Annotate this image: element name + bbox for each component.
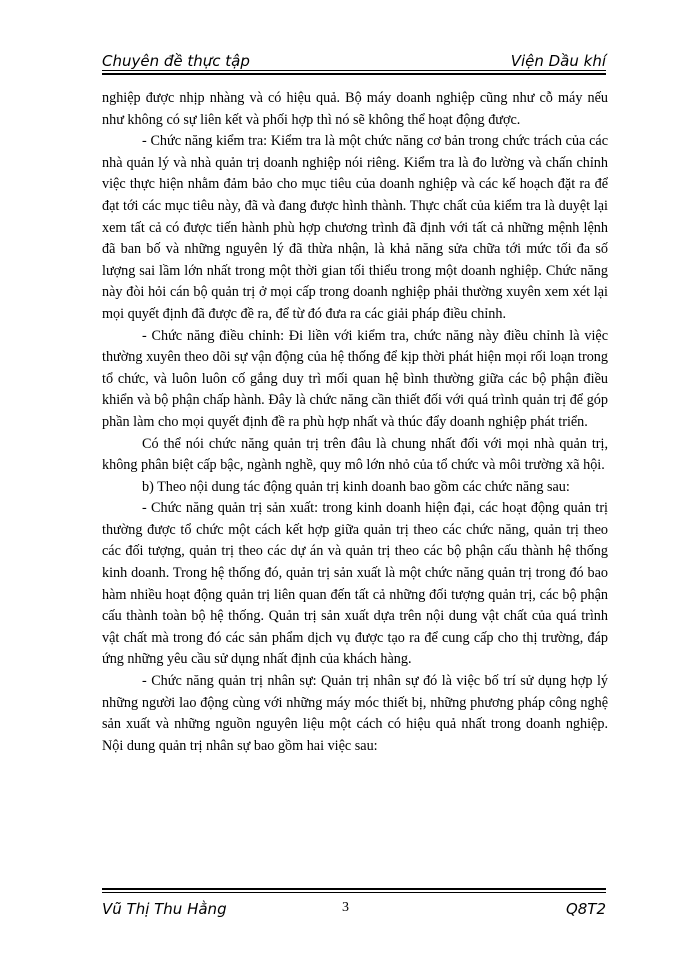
footer-rule-top (102, 888, 606, 890)
footer-class-code: Q8T2 (565, 900, 606, 918)
page-number: 3 (342, 900, 349, 915)
header-rule-top (102, 70, 606, 71)
footer-rule-bottom (102, 892, 606, 893)
paragraph-summary: Có thể nói chức năng quản trị trên đâu là chung nhất đối với mọi nhà quản trị, không phân biệt cấp bậc, ngành nghề, quy mô lớn nhỏ của tổ chức và môi trường xã hội. (102, 435, 608, 474)
paragraph-control-function: - Chức năng kiểm tra: Kiểm tra là một chức năng cơ bản trong chức trách của các nhà quản lý và nhà quản trị doanh nghiệp nói riêng. Kiểm tra là đo lường và chấn chỉnh việc thực hiện nhằm đảm bảo cho mục tiêu của doanh nghiệp và các kế hoạch đặt ra để đạt tới các mục tiêu này, đã và đang được hình thành. Thực chất của kiểm tra là duyệt lại xem tất cả có được tiến hành phù hợp chương trình đã định với tất cả những mệnh lệnh đã ban bố và những nguyên lý đã thừa nhận, là khả năng sửa chữa tới mức tối đa số lượng sai lầm lớn nhất trong một thời gian tối thiểu trong một doanh nghiệp. Chức năng này đòi hỏi cán bộ quản trị ở mọi cấp trong doanh nghiệp phải thường xuyên xem xét lại mọi quyết định đã được đề ra, để từ đó đưa ra các giải pháp điều chỉnh. (102, 133, 608, 322)
header-organization: Viện Dầu khí (510, 52, 606, 70)
page-footer (102, 900, 606, 922)
paragraph-continuation: nghiệp được nhịp nhàng và có hiệu quả. Bộ máy doanh nghiệp cũng như cỗ máy nếu như không có sự liên kết và phối hợp thì nó sẽ không thể hoạt động được. (102, 90, 608, 128)
page-header (102, 46, 606, 70)
header-title: Chuyên đề thực tập (102, 52, 250, 70)
header-rule-bottom (102, 73, 606, 75)
paragraph-adjustment-function: - Chức năng điều chỉnh: Đi liền với kiểm tra, chức năng này điều chỉnh là việc thường xuyên theo dõi sự vận động của hệ thống để kịp thời phát hiện mọi rối loạn trong tổ chức, và luôn luôn cố gắng duy trì mối quan hệ bình thường giữa các bộ phận điều khiển và bộ phận chấp hành. Đây là chức năng cần thiết đối với quá trình quản trị để góp phần làm cho mọi quyết định đề ra phù hợp nhất và thúc đẩy doanh nghiệp phát triển. (102, 327, 608, 430)
footer-author: Vũ Thị Thu Hằng (102, 900, 227, 918)
paragraph-hr-management: - Chức năng quản trị nhân sự: Quản trị nhân sự đó là việc bố trí sử dụng hợp lý những người lao động cùng với những máy móc thiết bị, những phương pháp công nghệ sản xuất và những nguồn nguyên liệu một cách có hiệu quả nhất trong doanh nghiệp. Nội dung quản trị nhân sự bao gồm hai việc sau: (102, 673, 608, 754)
paragraph-section-b: b) Theo nội dung tác động quản trị kinh doanh bao gồm các chức năng sau: (142, 478, 570, 495)
document-body (102, 88, 608, 868)
paragraph-production-management: - Chức năng quản trị sản xuất: trong kinh doanh hiện đại, các hoạt động quản trị thường được tổ chức một cách kết hợp giữa quản trị theo các chức năng, quản trị theo các đối tượng, quản trị theo các dự án và quản trị theo các bộ phận cấu thành hệ thống kinh doanh. Trong hệ thống đó, quản trị sản xuất là một chức năng quản trị trong đó bao hàm nhiều hoạt động quản trị liên quan đến tất cả những đối tượng quản trị, các bộ phận cấu thành toàn bộ hệ thống. Quản trị sản xuất dựa trên nội dung vật chất của quá trình vật chất mà trong đó các sản phẩm dịch vụ được tạo ra để cung cấp cho thị trường, đáp ứng những yêu cầu sử dụng nhất định của khách hàng. (102, 500, 608, 668)
